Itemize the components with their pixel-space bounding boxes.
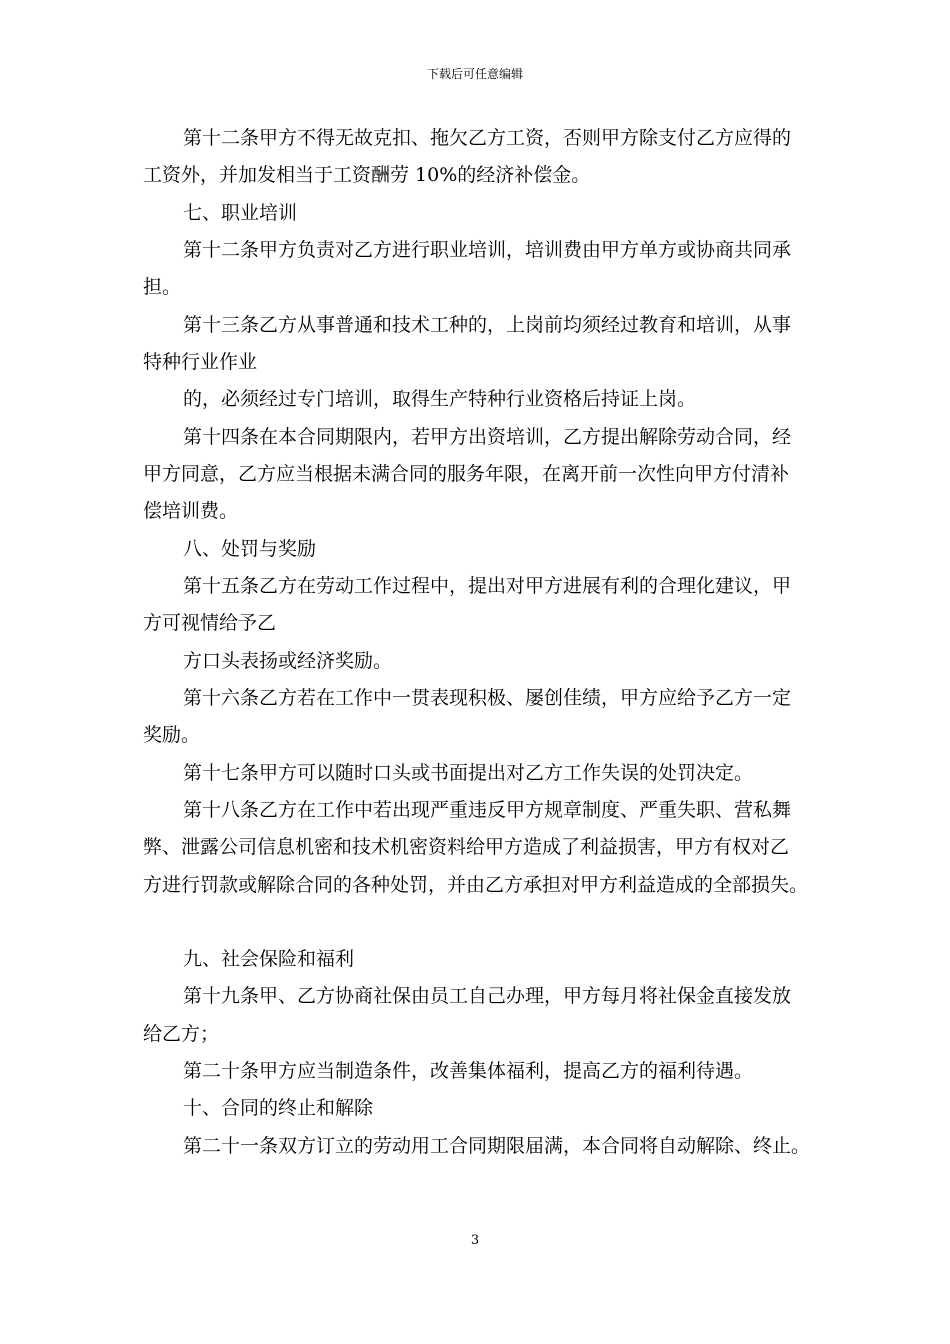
text-line: 担。 (143, 276, 182, 298)
text-line: 第十二条甲方不得无故克扣、拖欠乙方工资，否则甲方除支付乙方应得的 (183, 127, 792, 149)
text-line: 甲方同意，乙方应当根据未满合同的服务年限，在离开前一次性向甲方付清补 (143, 463, 790, 485)
section-heading: 九、社会保险和福利 (183, 948, 355, 970)
text-line: 方口头表扬或经济奖励。 (183, 650, 393, 672)
text-line: 弊、泄露公司信息机密和技术机密资料给甲方造成了利益损害，甲方有权对乙 (143, 836, 790, 858)
text-line: 工资外，并加发相当于工资酬劳 10%的经济补偿金。 (143, 164, 591, 186)
text-line: 方进行罚款或解除合同的各种处罚，并由乙方承担对甲方利益造成的全部损失。 (143, 874, 809, 896)
text-line: 的，必须经过专门培训，取得生产特种行业资格后持证上岗。 (183, 388, 697, 410)
text-line: 第十八条乙方在工作中若出现严重违反甲方规章制度、严重失职、营私舞 (183, 799, 792, 821)
text-line: 第二十一条双方订立的劳动用工合同期限届满，本合同将自动解除、终止。 (183, 1135, 811, 1157)
page-number: 3 (470, 1233, 480, 1248)
text-line: 第十五条乙方在劳动工作过程中，提出对甲方进展有利的合理化建议，甲 (183, 575, 792, 597)
section-heading: 八、处罚与奖励 (183, 538, 317, 560)
text-line: 特种行业作业 (143, 351, 258, 373)
text-line: 第十九条甲、乙方协商社保由员工自己办理，甲方每月将社保金直接发放 (183, 985, 792, 1007)
text-line: 第十三条乙方从事普通和技术工种的，上岗前均须经过教育和培训，从事 (183, 314, 792, 336)
text-line: 给乙方； (143, 1023, 220, 1045)
section-heading: 七、职业培训 (183, 202, 298, 224)
text-line: 偿培训费。 (143, 500, 239, 522)
text-line: 方可视情给予乙 (143, 612, 277, 634)
text-line: 第十二条甲方负责对乙方进行职业培训，培训费由甲方单方或协商共同承 (183, 239, 792, 261)
text-line: 第二十条甲方应当制造条件，改善集体福利，提高乙方的福利待遇。 (183, 1060, 754, 1082)
text-line: 第十七条甲方可以随时口头或书面提出对乙方工作失误的处罚决定。 (183, 762, 754, 784)
text-line: 第十四条在本合同期限内，若甲方出资培训，乙方提出解除劳动合同，经 (183, 426, 792, 448)
text-line: 奖励。 (143, 724, 201, 746)
page-header: 下载后可任意编辑 (426, 67, 523, 81)
text-line: 第十六条乙方若在工作中一贯表现积极、屡创佳绩，甲方应给予乙方一定 (183, 687, 792, 709)
section-heading: 十、合同的终止和解除 (183, 1097, 374, 1119)
